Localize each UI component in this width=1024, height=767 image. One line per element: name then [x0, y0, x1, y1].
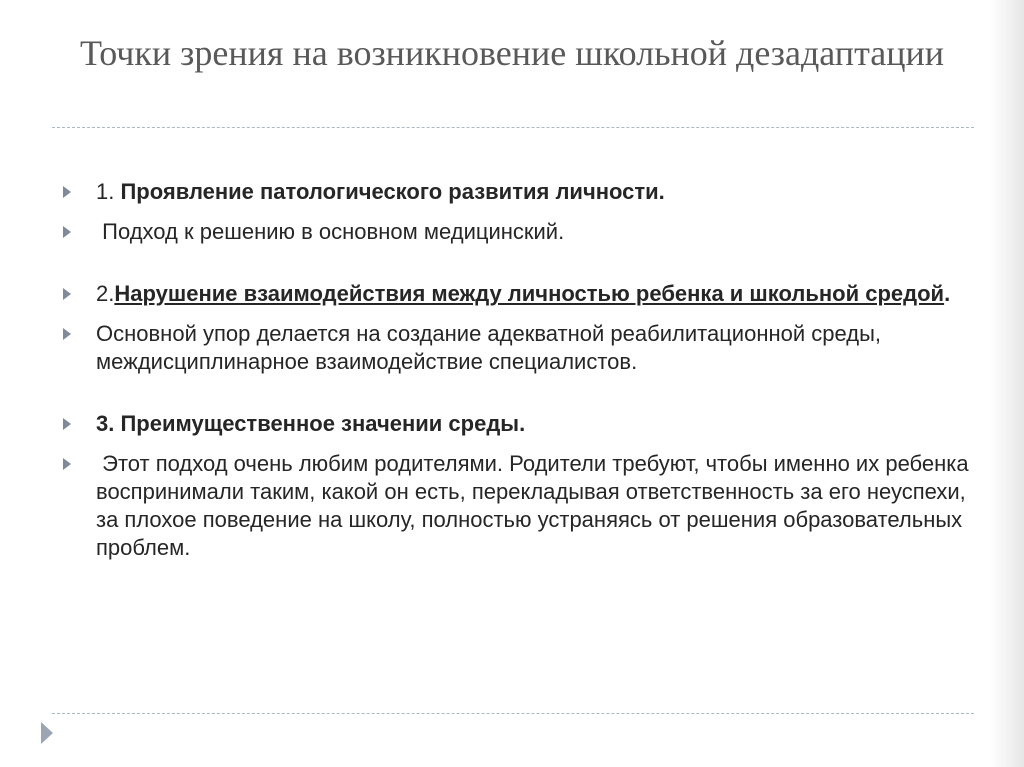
- slide-title: Точки зрения на возникновение школьной дезадаптации: [79, 33, 945, 73]
- triangle-right-icon: [62, 328, 72, 340]
- item-heading: Проявление патологического развития личности.: [120, 179, 665, 204]
- item-text: Основной упор делается на создание адекватной реабилитационной среды, междисциплинарное взаимодействие специалистов.: [96, 321, 882, 374]
- item-prefix: 1.: [96, 179, 121, 204]
- item-heading: 3. Преимущественное значении среды.: [96, 411, 526, 436]
- triangle-right-icon: [40, 722, 54, 744]
- item-text: Этот подход очень любим родителями. Родители требуют, чтобы именно их ребенка воспринимали таким, какой он есть, перекладывая ответственность за его неуспехи, за плохое поведение на школу, полностью устраняясь от решения образовательных проблем.: [96, 451, 969, 560]
- item-suffix: .: [944, 281, 951, 306]
- list-item-2: [62, 218, 974, 246]
- triangle-right-icon: [62, 186, 72, 198]
- item-prefix: 2.: [96, 281, 115, 306]
- triangle-right-icon: [62, 458, 72, 470]
- list-item-1: [62, 178, 974, 206]
- item-heading: Нарушение взаимодействия между личностью ребенка и школьной средой: [114, 281, 945, 306]
- triangle-right-icon: [62, 288, 72, 300]
- triangle-right-icon: [62, 418, 72, 430]
- list-item-6: [62, 450, 974, 562]
- slide-edge-shadow: [990, 0, 1024, 767]
- list-item-5: [62, 410, 974, 438]
- list-item-4: [62, 320, 974, 376]
- triangle-right-icon: [62, 226, 72, 238]
- list-item-3: [62, 280, 974, 308]
- item-text: Подход к решению в основном медицинский.: [102, 219, 565, 244]
- bullet-list: [62, 178, 974, 574]
- footer-divider: [52, 713, 974, 714]
- title-divider: [52, 127, 974, 128]
